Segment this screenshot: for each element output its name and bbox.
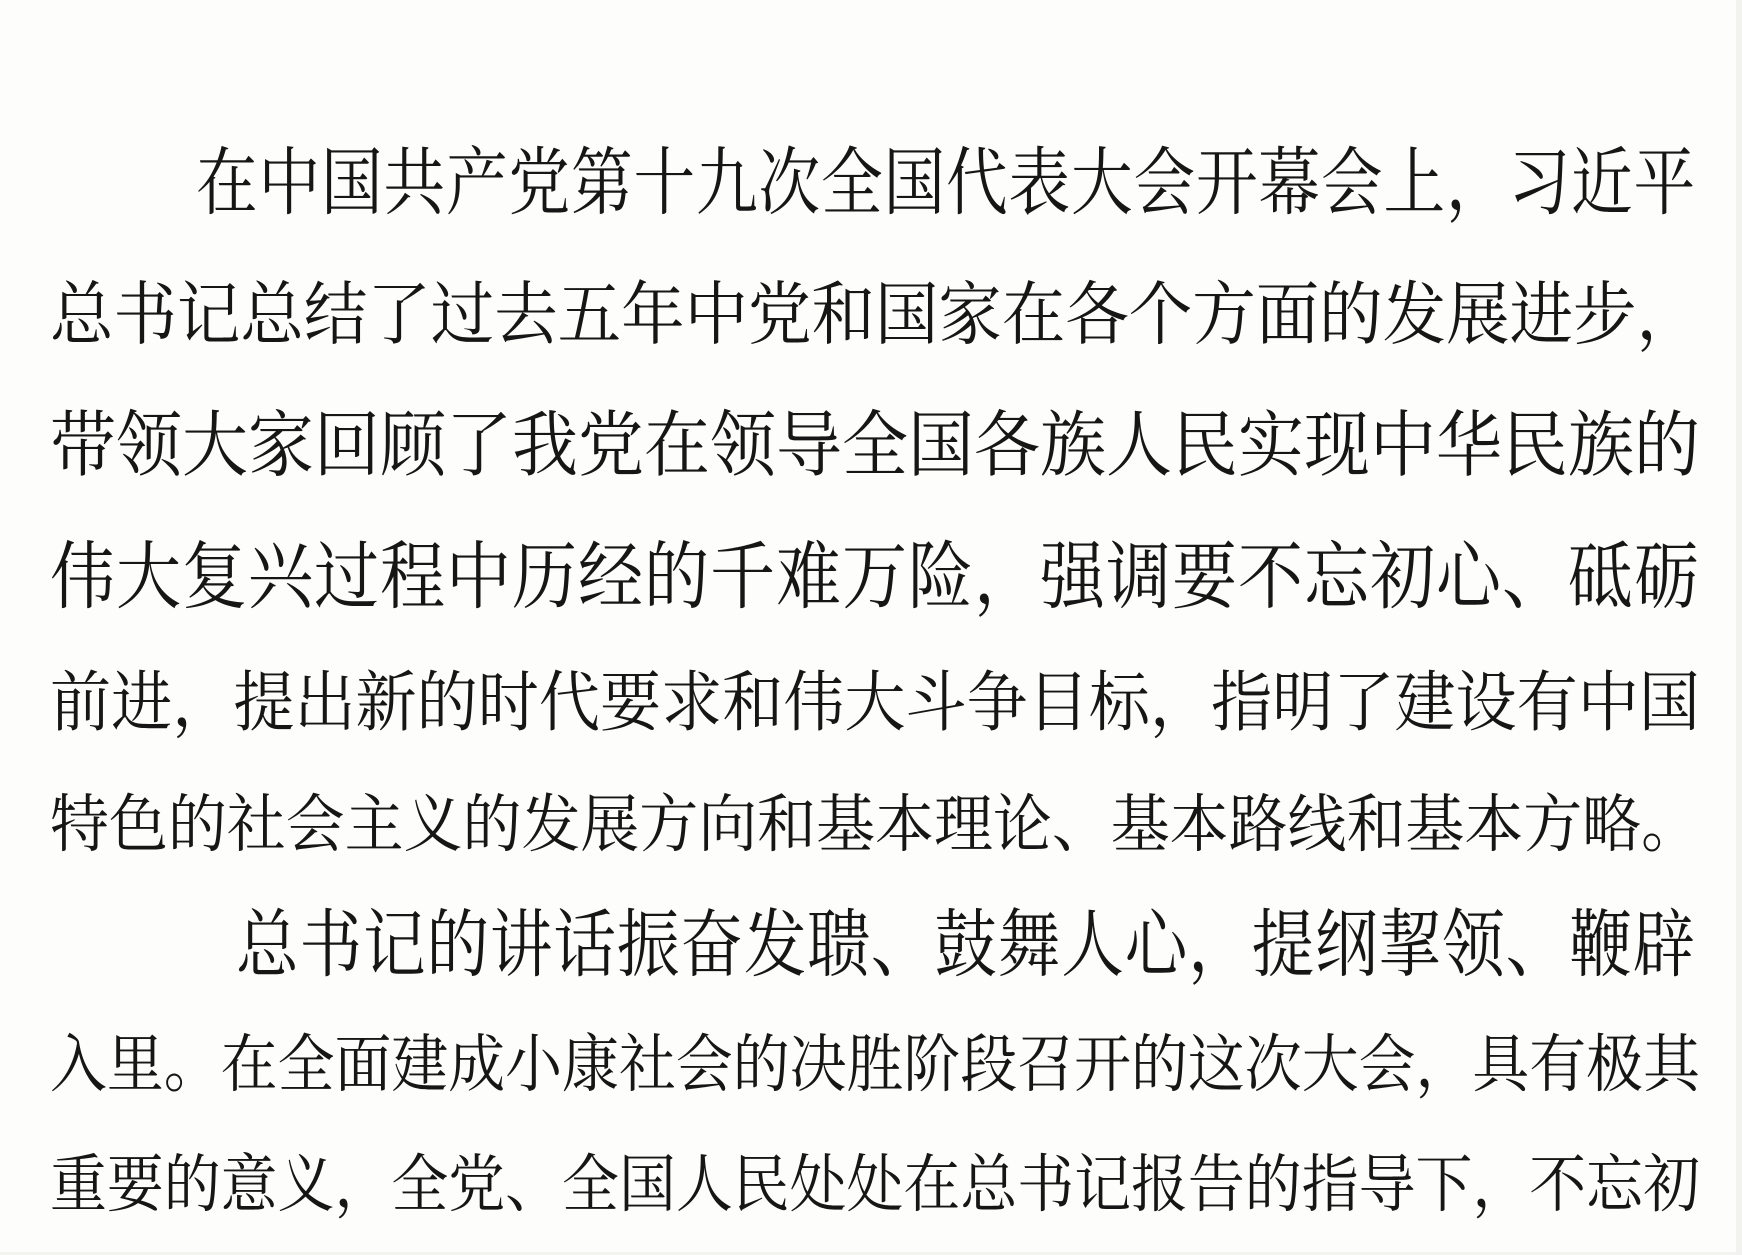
- bleed-through-texture: [30, 95, 1696, 129]
- text-line-7: 总书记的讲话振奋发聩、鼓舞人心，提纲挈领、鞭辟: [236, 902, 1697, 988]
- text-line-2: 总书记总结了过去五年中党和国家在各个方面的发展进步，: [50, 275, 1700, 355]
- text-line-9: 重要的意义，全党、全国人民处处在总书记报告的指导下，不忘初: [50, 1148, 1700, 1221]
- text-line-6: 特色的社会主义的发展方向和基本理论、基本路线和基本方略。: [50, 788, 1701, 861]
- text-line-1: 在中国共产党第十九次全国代表大会开幕会上，习近平: [196, 140, 1696, 226]
- text-line-3: 带领大家回顾了我党在领导全国各族人民实现中华民族的: [50, 403, 1701, 487]
- text-line-5: 前进，提出新的时代要求和伟大斗争目标，指明了建设有中国: [50, 664, 1700, 741]
- text-line-4: 伟大复兴过程中历经的千难万险，强调要不忘初心、砥砺: [50, 534, 1700, 620]
- text-line-8: 入里。在全面建成小康社会的决胜阶段召开的这次大会，具有极其: [50, 1028, 1700, 1101]
